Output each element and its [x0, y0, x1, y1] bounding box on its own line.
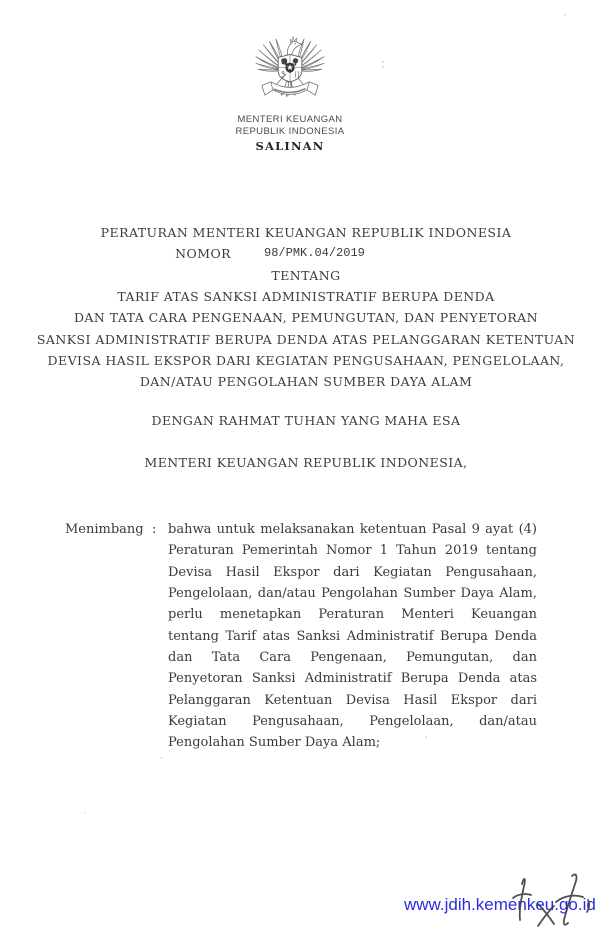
regulation-heading: PERATURAN MENTERI KEUANGAN REPUBLIK INDONESIA [100, 225, 512, 240]
subject-line: DAN/ATAU PENGOLAHAN SUMBER DAYA ALAM [139, 374, 473, 390]
considering-text: bahwa untuk melaksanakan ketentuan Pasal 9 ayat (4) Peraturan Pemerintah Nomor 1 Tahun 2019 tentang Devisa Hasil Ekspor dari Kegiatan Pengusahaan, Pengelolaan, dan/atau Pengolahan Sumber Daya Alam, perlu menetapkan Peraturan Menteri Keuangan tentang Tarif atas Sanksi Administratif Berupa Denda dan Tata Cara Pengenaan, Pemungutan, dan Penyetoran Sanksi Administratif Berupa Denda atas Pelanggaran Ketentuan Devisa Hasil Ekspor dari Kegiatan Pengusahaan, Pengelolaan, dan/atau Pengolahan Sumber Daya Alam; [168, 522, 537, 751]
scan-speck [160, 757, 163, 759]
regulation-title-block [0, 222, 612, 393]
regulation-number-line [0, 243, 612, 264]
ministry-name-line1: MENTERI KEUANGAN [237, 114, 343, 125]
about-label: TENTANG [271, 267, 341, 283]
subject-line: TARIF ATAS SANKSI ADMINISTRATIF BERUPA DENDA [117, 289, 495, 305]
invocation-line: DENGAN RAHMAT TUHAN YANG MAHA ESA [151, 413, 461, 428]
number-value: 98/PMK.04/2019 [264, 246, 365, 261]
subject-line: DAN TATA CARA PENGENAAN, PEMUNGUTAN, DAN PENYETORAN [73, 310, 539, 326]
scan-speck [382, 61, 384, 63]
considering-section [65, 519, 537, 754]
considering-colon: : [152, 522, 157, 537]
scan-speck [382, 66, 384, 68]
issuer-line: MENTERI KEUANGAN REPUBLIK INDONESIA, [144, 455, 468, 470]
watermark-url: www.jdih.kemenkeu.go.id [404, 895, 596, 914]
copy-stamp: SALINAN [255, 139, 325, 153]
scan-speck [564, 14, 566, 16]
number-label: NOMOR [175, 246, 232, 262]
ministry-name-line2: REPUBLIK INDONESIA [235, 126, 345, 137]
masthead [190, 114, 390, 153]
considering-label: Menimbang [65, 522, 144, 537]
subject-line: DEVISA HASIL EKSPOR DARI KEGIATAN PENGUSAHAAN, PENGELOLAAN, [47, 353, 565, 369]
scan-speck [425, 736, 427, 738]
handwritten-initials-icon [500, 862, 600, 932]
subject-line: SANKSI ADMINISTRATIF BERUPA DENDA ATAS PELANGGARAN KETENTUAN [36, 331, 576, 347]
garuda-pancasila-emblem-icon [253, 29, 327, 108]
scan-speck [84, 812, 86, 814]
